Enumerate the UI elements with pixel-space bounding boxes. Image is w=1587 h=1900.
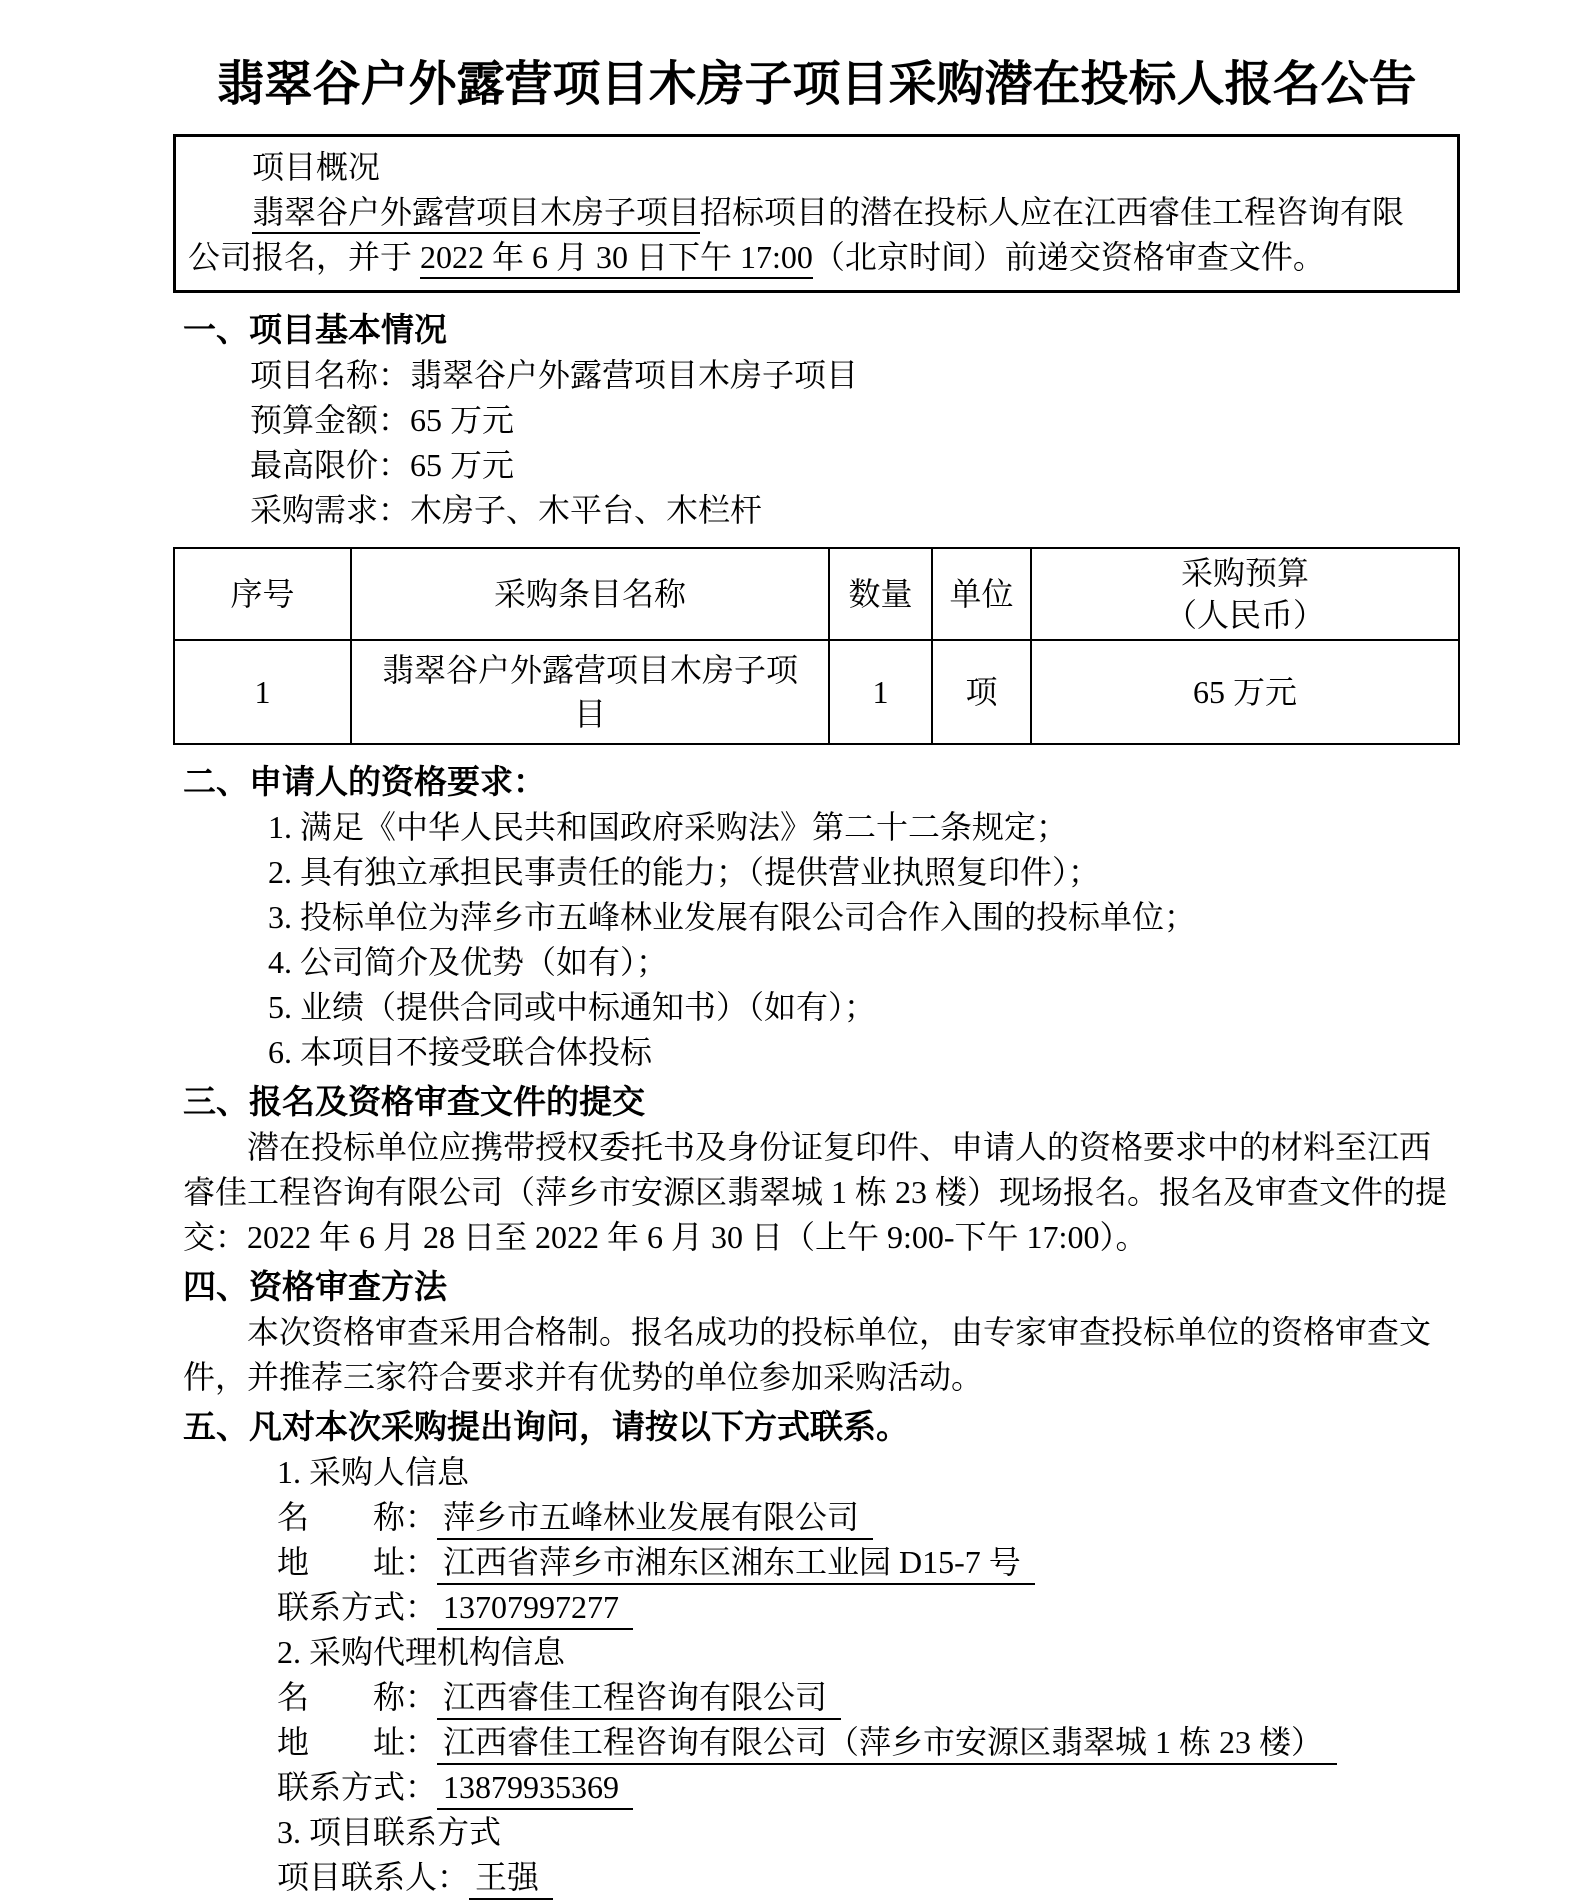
cell-item-name: 翡翠谷户外露营项目木房子项目: [351, 640, 829, 744]
agency-info-heading: 2. 采购代理机构信息: [277, 1634, 566, 1670]
agency-phone-value: 13879935369: [437, 1769, 633, 1810]
agency-phone-label: 联系方式：: [277, 1769, 438, 1805]
project-overview-box: [173, 134, 1460, 293]
procurement-demand-line: 采购需求：木房子、木平台、木栏杆: [250, 492, 763, 528]
purchaser-name-row: [277, 1495, 1460, 1540]
overview-project-name-underlined: 翡翠谷户外露营项目木房子项目: [252, 194, 700, 234]
project-name-line: 项目名称：翡翠谷户外露营项目木房子项目: [250, 357, 859, 393]
agency-address-value: 江西睿佳工程咨询有限公司（萍乡市安源区翡翠城 1 栋 23 楼）: [437, 1724, 1337, 1765]
section-1-heading: 一、项目基本情况: [183, 311, 447, 348]
cell-budget: 65 万元: [1031, 640, 1459, 744]
purchaser-phone-label: 联系方式：: [277, 1589, 438, 1625]
purchaser-phone-value: 13707997277: [437, 1589, 633, 1630]
agency-name-label: 名 称：: [277, 1679, 438, 1715]
cell-qty: 1: [829, 640, 932, 744]
cell-seq: 1: [174, 640, 351, 744]
agency-name-row: [277, 1675, 1460, 1720]
requirement-item-2: 2. 具有独立承担民事责任的能力；（提供营业执照复印件）；: [268, 854, 1101, 890]
agency-address-row: [277, 1720, 1460, 1765]
column-header-budget: [1031, 548, 1459, 640]
table-header-row: [174, 548, 1459, 640]
budget-header-line2: （人民币）: [1164, 597, 1325, 633]
project-contact-person-value: 王强: [469, 1859, 553, 1900]
overview-text-tail: （北京时间）前递交资格审查文件。: [812, 239, 1325, 275]
requirement-item-6: 6. 本项目不接受联合体投标: [268, 1034, 653, 1070]
overview-heading: 项目概况: [252, 149, 381, 185]
purchaser-info-heading: 1. 采购人信息: [277, 1454, 470, 1490]
column-header-qty: 数量: [829, 548, 932, 640]
budget-amount-line: 预算金额：65 万元: [250, 402, 515, 438]
purchaser-name-value: 萍乡市五峰林业发展有限公司: [437, 1499, 873, 1540]
column-header-seq: 序号: [174, 548, 351, 640]
purchaser-address-label: 地 址：: [277, 1544, 438, 1580]
page-title: 翡翠谷户外露营项目木房子项目采购潜在投标人报名公告: [216, 58, 1417, 111]
requirement-item-1: 1. 满足《中华人民共和国政府采购法》第二十二条规定；: [268, 809, 1069, 845]
section-5-heading: 五、凡对本次采购提出询问，请按以下方式联系。: [183, 1408, 909, 1445]
project-contact-person-label: 项目联系人：: [277, 1859, 470, 1895]
purchaser-address-value: 江西省萍乡市湘东区湘东工业园 D15-7 号: [437, 1544, 1035, 1585]
cell-unit: 项: [932, 640, 1031, 744]
section-3-heading: 三、报名及资格审查文件的提交: [183, 1083, 645, 1120]
procurement-items-table: [173, 547, 1460, 745]
purchaser-name-label: 名 称：: [277, 1499, 438, 1535]
overview-paragraph: [188, 190, 1417, 280]
requirement-item-4: 4. 公司简介及优势（如有）；: [268, 944, 669, 980]
budget-header-line1: 采购预算: [1180, 555, 1309, 591]
review-method-paragraph: 本次资格审查采用合格制。报名成功的投标单位，由专家审查投标单位的资格审查文件，并推荐三家符合要求并有优势的单位参加采购活动。: [183, 1314, 1432, 1395]
agency-phone-row: [277, 1765, 1460, 1810]
overview-deadline-underlined: 2022 年 6 月 30 日下午 17:00: [420, 239, 813, 279]
agency-address-label: 地 址：: [277, 1724, 438, 1760]
requirement-item-3: 3. 投标单位为萍乡市五峰林业发展有限公司合作入围的投标单位；: [268, 899, 1197, 935]
table-row: [174, 640, 1459, 744]
price-cap-line: 最高限价：65 万元: [250, 447, 515, 483]
section-2-heading: 二、申请人的资格要求：: [183, 763, 546, 800]
overview-text: 招标项目的潜在投标人应在江西睿佳工程咨询有限公司报名，并于: [188, 194, 1405, 275]
purchaser-address-row: [277, 1540, 1460, 1585]
project-contact-person-row: [277, 1855, 1460, 1900]
project-contact-heading: 3. 项目联系方式: [277, 1814, 502, 1850]
column-header-unit: 单位: [932, 548, 1031, 640]
column-header-item-name: 采购条目名称: [351, 548, 829, 640]
requirement-item-5: 5. 业绩（提供合同或中标通知书）（如有）；: [268, 989, 877, 1025]
section-4-heading: 四、资格审查方法: [183, 1268, 447, 1305]
purchaser-phone-row: [277, 1585, 1460, 1630]
agency-name-value: 江西睿佳工程咨询有限公司: [437, 1679, 841, 1720]
submission-paragraph: 潜在投标单位应携带授权委托书及身份证复印件、申请人的资格要求中的材料至江西睿佳工程咨询有限公司（萍乡市安源区翡翠城 1 栋 23 楼）现场报名。报名及审查文件的提交：2022 年 6 月 28 日至 2022 年 6 月 30 日（上午 9:00-下午 17:00）。: [183, 1129, 1448, 1255]
